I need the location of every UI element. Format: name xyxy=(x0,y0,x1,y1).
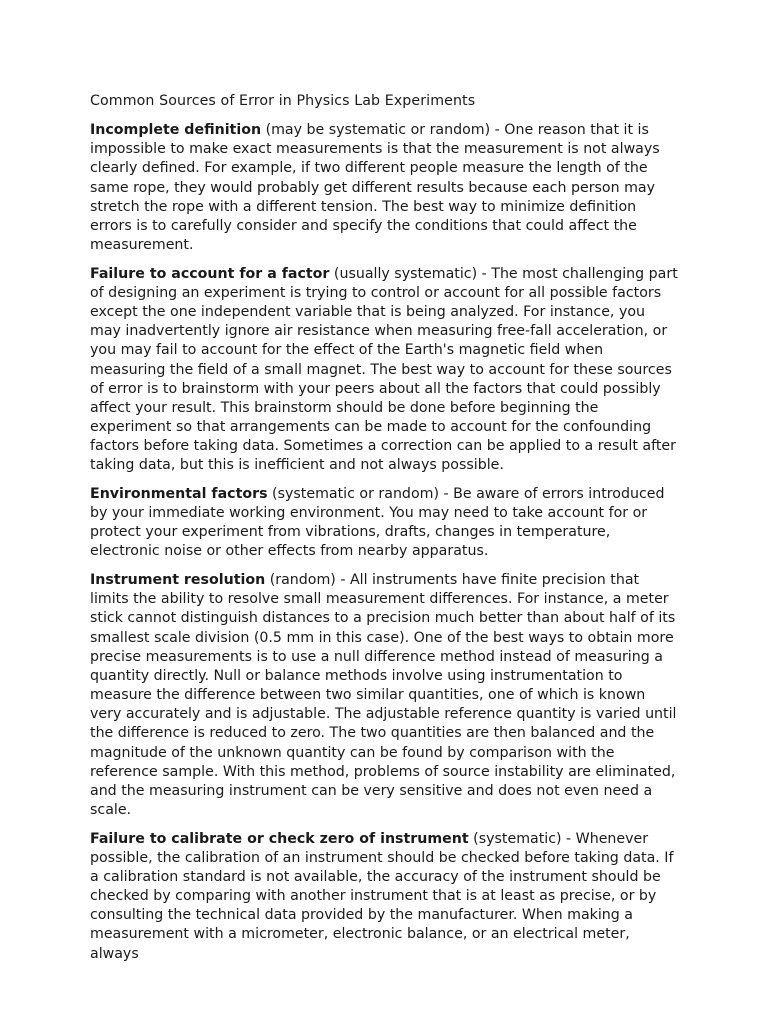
section-heading: Failure to account for a factor xyxy=(90,265,330,282)
document-page xyxy=(90,92,678,973)
section-environmental-factors xyxy=(90,485,678,562)
section-body: (systematic or random) - Be aware of errors introduced by your immediate working environment. You may need to take account for or protect your experiment from vibrations, drafts, changes in temperature, electronic noise or other effects from nearby apparatus. xyxy=(90,485,665,560)
section-failure-to-account xyxy=(90,265,678,476)
section-incomplete-definition xyxy=(90,121,678,255)
section-body: (usually systematic) - The most challenging part of designing an experiment is trying to control or account for all possible factors except the one independent variable that is being analyzed. For instance, you may inadvertently ignore air resistance when measuring free-fall acceleration, or you may fail to account for the effect of the Earth's magnetic field when measuring the field of a small magnet. The best way to account for these sources of error is to brainstorm with your peers about all the factors that could possibly affect your result. This brainstorm should be done before beginning the experiment so that arrangements can be made to account for the confounding factors before taking data. Sometimes a correction can be applied to a result after taking data, but this is inefficient and not always possible. xyxy=(90,265,678,474)
section-heading: Incomplete definition xyxy=(90,122,262,139)
section-body: (random) - All instruments have finite precision that limits the ability to resolve small measurement differences. For instance, a meter stick cannot distinguish distances to a precision much better than about half of its smallest scale division (0.5 mm in this case). One of the best ways to obtain more precise measurements is to use a null difference method instead of measuring a quantity directly. Null or balance methods involve using instrumentation to measure the difference between two similar quantities, one of which is known very accurately and is adjustable. The adjustable reference quantity is varied until the difference is reduced to zero. The two quantities are then balanced and the magnitude of the unknown quantity can be found by comparison with the reference sample. With this method, problems of source instability are eliminated, and the measuring instrument can be very sensitive and does not even need a scale. xyxy=(90,572,677,818)
section-instrument-resolution xyxy=(90,571,678,820)
section-heading: Failure to calibrate or check zero of instrument xyxy=(90,830,469,847)
section-calibration xyxy=(90,830,678,964)
section-heading: Instrument resolution xyxy=(90,572,266,589)
section-heading: Environmental factors xyxy=(90,485,268,502)
document-title: Common Sources of Error in Physics Lab Experiments xyxy=(90,93,476,109)
section-body: (may be systematic or random) - One reason that it is impossible to make exact measurements is that the measurement is not always clearly defined. For example, if two different people measure the length of the same rope, they would probably get different results because each person may stretch the rope with a different tension. The best way to minimize definition errors is to carefully consider and specify the conditions that could affect the measurement. xyxy=(90,122,660,254)
section-body: (systematic) - Whenever possible, the calibration of an instrument should be checked before taking data. If a calibration standard is not available, the accuracy of the instrument should be checked by comparing with another instrument that is at least as precise, or by consulting the technical data provided by the manufacturer. When making a measurement with a micrometer, electronic balance, or an electrical meter, always xyxy=(90,830,674,962)
